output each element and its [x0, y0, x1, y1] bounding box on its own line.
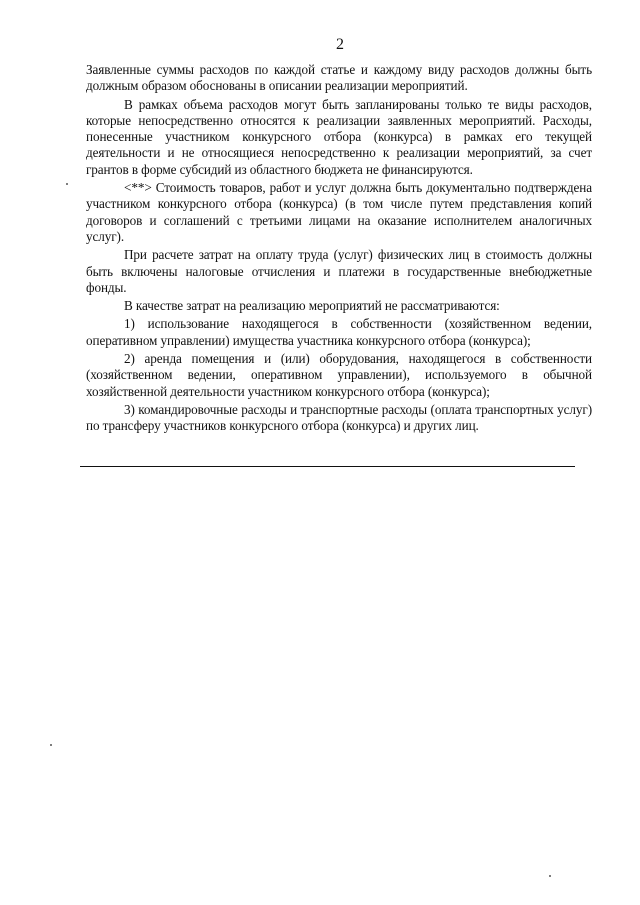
list-item-rent: 2) аренда помещения и (или) оборудования, находящегося в собственности (хозяйственном ведении, оперативном управлении), используемого в обычной хозяйственной деятельности участником конкурсного отбора (конкурса);	[86, 351, 592, 399]
footer-separator-line	[80, 466, 575, 467]
scan-speck	[50, 744, 52, 746]
list-item-property-use: 1) использование находящегося в собственности (хозяйственном ведении, оперативном управлении) имущества участника конкурсного отбора (конкурса);	[86, 316, 592, 348]
scan-speck	[549, 875, 551, 877]
paragraph-excluded-intro: В качестве затрат на реализацию мероприятий не рассматриваются:	[124, 298, 500, 314]
document-body	[86, 62, 592, 437]
page-number: 2	[336, 36, 344, 53]
paragraph-allowed-expenses: В рамках объема расходов могут быть запланированы только те виды расходов, которые непосредственно относятся к реализации заявленных мероприятий. Расходы, понесенные участником конкурсного отбора (конкурса) в рамках его текущей деятельности и не относящиеся непосредственно к реализации мероприятий, за счет грантов в форме субсидий из областного бюджета не финансируются.	[86, 96, 592, 177]
paragraph-footnote-cost: <**> Стоимость товаров, работ и услуг должна быть документально подтверждена участником конкурсного отбора (конкурса) (в том числе путем представления копий договоров и соглашений с третьими лицами на оказание исполнителем аналогичных услуг).	[86, 180, 592, 244]
list-item-travel: 3) командировочные расходы и транспортные расходы (оплата транспортных услуг) по трансферу участников конкурсного отбора (конкурса) и других лиц.	[86, 401, 592, 434]
paragraph-labor-costs: При расчете затрат на оплату труда (услуг) физических лиц в стоимость должны быть включены налоговые отчисления и платежи в государственные внебюджетные фонды.	[86, 247, 592, 295]
paragraph-justification: Заявленные суммы расходов по каждой статье и каждому виду расходов должны быть должным образом обоснованы в описании реализации мероприятий.	[86, 62, 592, 94]
scan-speck	[66, 183, 68, 185]
